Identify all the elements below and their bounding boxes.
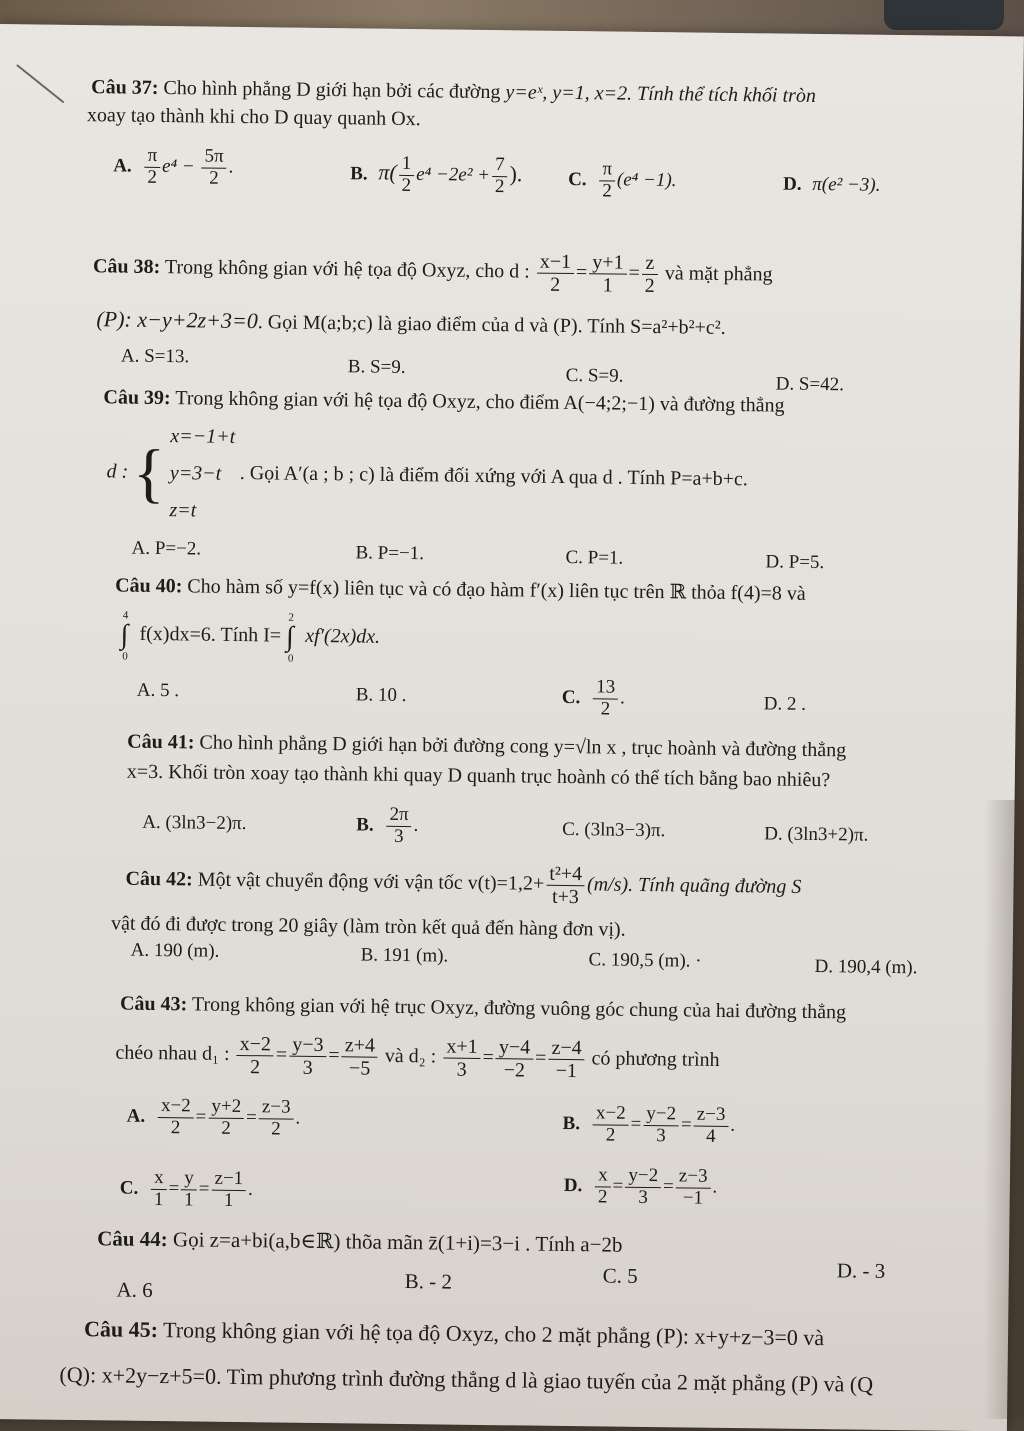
fraction: $\frac{y-2}{3}$ [643,1104,679,1147]
question-text: Gọi z=a+bi(a,b∈ℝ) thõa mãn z̄(1+i)=3−i . Tính a−2b [172,1227,623,1257]
question-text: xoay tạo thành khi cho D quay quanh Ox. [86,104,421,131]
calculator-edge [884,0,1004,30]
answer-label: B. [356,814,374,836]
math-text: . [619,687,625,709]
answer-a[interactable]: A. (3ln3−2)π. [142,811,247,835]
question-39-line2 [106,417,749,536]
question-41 [127,730,846,764]
math-text: e⁴ −2e² + [416,163,491,186]
fraction: $\frac{z+4}{-5}$ [341,1034,378,1079]
fraction: $\frac{y}{1}$ [181,1168,197,1211]
answer-b[interactable]: B. 10 . [355,684,407,707]
answer-c[interactable] [562,677,626,721]
answer-label: B. [562,1112,581,1134]
fraction: $\frac{y-2}{3}$ [625,1166,661,1209]
answer-b[interactable]: B. $\frac{x-2}{2}$ = $\frac{y-2}{3}$ = $\frac{z-3}{4}$ . [562,1102,736,1147]
question-38-line2 [96,305,726,341]
question-text: Trong không gian với hệ tọa độ Oxyz, cho 2 mặt phẳng (P): x+y+z−3=0 và [162,1317,825,1351]
question-text: có phương trình [591,1047,720,1071]
math-text: d : [106,460,129,483]
math-text: . [228,156,234,178]
equation-system [169,418,235,530]
question-text: Trong không gian với hệ trục Oxyz, đường vuông góc chung của hai đường thẳng [191,993,847,1024]
fraction: $\frac{z-4}{-1}$ [548,1037,585,1082]
answer-b[interactable] [356,804,419,848]
fraction: $\frac{z-3}{2}$ [258,1097,293,1140]
answer-d[interactable]: D. 190,4 (m). [814,956,918,979]
answer-b[interactable]: B. P=−1. [355,542,425,565]
question-label: Câu 40: [115,574,183,598]
fraction: $\frac{\text{t²+4}}{t+3}$ [546,863,585,908]
integral-icon: ∫ 4 0 [120,609,129,663]
fraction: $\frac{x}{1}$ [151,1168,167,1211]
answer-b[interactable]: B. 191 (m). [360,944,449,967]
answer-c[interactable] [568,159,677,203]
question-45-line2 [59,1361,873,1398]
question-label: Câu 37: [91,76,159,99]
answer-d[interactable]: D. - 3 [836,1258,886,1283]
answer-d[interactable]: D. 2 . [763,693,807,715]
answer-a[interactable]: A. P=−2. [131,537,202,560]
math-text: chéo nhau d₁ : [115,1041,230,1065]
answer-label: D. [563,1174,583,1196]
equation: x=−1+t [170,425,236,448]
math-text: e⁴ − [161,155,195,178]
answer-label: C. [561,686,581,708]
fraction: $\frac{13}{2}$ [593,677,619,720]
math-text: . [413,814,419,836]
math-text: (e⁴ −1). [616,169,677,192]
math-text: π( [378,159,397,185]
fraction: $\frac{z-3}{-1}$ [675,1166,710,1209]
question-44 [97,1225,623,1258]
fraction: $\frac{y-3}{3}$ [289,1034,327,1079]
equation: (P): x−y+2z+3=0 [96,306,258,334]
question-label: Câu 41: [127,730,195,754]
question-text: Trong không gian với hệ tọa độ Oxyz, cho điểm A(−4;2;−1) và đường thẳng [175,387,785,417]
answer-b[interactable]: B. S=9. [347,356,406,378]
fraction: $\frac{x}{2}$ [595,1165,611,1208]
question-label: Câu 39: [103,386,171,410]
exam-paper [0,24,1024,1431]
question-label: Câu 43: [119,992,188,1016]
fraction: $\frac{x-2}{2}$ [158,1096,194,1139]
pen-mark [16,64,64,103]
question-43 [120,992,846,1026]
question-text: (m/s). Tính quãng đường S [586,873,802,898]
integral-icon: ∫ 2 0 [285,611,295,665]
answer-label: A. [113,155,132,177]
answer-d[interactable]: D. $\frac{x}{2}$ = $\frac{y-2}{3}$ = $\frac{z-3}{-1}$ . [563,1164,718,1209]
fraction: $\frac{z-3}{4}$ [693,1105,728,1148]
question-text: . Gọi A′(a ; b ; c) là điểm đối xứng với A qua d . Tính P=a+b+c. [239,462,749,491]
math-text: π(e² −3). [812,173,881,196]
answer-b[interactable] [350,153,523,198]
fraction: $\frac{z}{2}$ [642,252,659,297]
question-label: Câu 42: [125,867,193,891]
answer-c[interactable]: C. (3ln3−3)π. [562,818,666,842]
fraction: $\frac{y+1}{1}$ [589,251,627,296]
fraction: $\frac{\pi}{2}$ [599,159,615,202]
question-text: . Gọi M(a;b;c) là giao điểm của d và (P). Tính S=a²+b²+c². [257,311,726,339]
fraction: $\frac{7}{2}$ [492,155,508,198]
fraction: $\frac{\pi}{2}$ [144,146,160,189]
question-37-line2 [87,103,421,132]
fraction: $\frac{x-1}{2}$ [536,251,574,296]
question-text: Một vật chuyển động với vận tốc v(t)=1,2+ [197,868,545,895]
question-text: (Q): x+2y−z+5=0. Tìm phương trình đường thẳng d là giao tuyến của 2 mặt phẳng (P) và (Q [59,1361,874,1397]
fraction: $\frac{5\pi}{2}$ [201,146,227,189]
fraction: $\frac{2\pi}{3}$ [386,805,412,848]
question-39 [103,385,784,418]
equation: z=t [169,499,197,522]
answer-a[interactable]: A. 190 (m). [130,939,220,962]
math-text: xf′(2x)dx. [305,624,381,648]
fraction: $\frac{x-2}{2}$ [236,1033,274,1078]
question-42-line2 [111,911,626,942]
answer-c[interactable]: C. 5 [602,1263,638,1288]
answer-label: D. [782,173,802,195]
question-41-line2 [127,760,831,794]
math-text: f(x)dx=6. Tính I= [139,622,282,647]
equation: y=3−t [169,462,222,485]
answer-c[interactable]: C. S=9. [565,364,624,387]
question-text: x=3. Khối tròn xoay tạo thành khi quay D quanh trục hoành có thể tích bằng bao nhiêu? [126,760,831,792]
page-shadow [984,800,1024,1419]
question-45 [84,1315,824,1352]
answer-label: C. [568,168,587,190]
answer-label: A. [126,1105,146,1127]
answer-a[interactable]: A. 6 [116,1277,153,1302]
question-text: Cho hình phẳng D giới hạn bởi đường cong y=√ln x , trục hoành và đường thẳng [199,731,847,762]
fraction: $\frac{1}{2}$ [398,154,414,197]
question-text: Trong không gian với hệ tọa độ Oxyz, cho d : [164,256,530,283]
question-43-line2: chéo nhau d₁ : $\frac{x-2}{2}$ = $\frac{y-3}{3}$ = $\frac{z+4}{-5}$ và d₂ : $\frac{x+1}{3}$ = $\frac{y-4}{-2}$ = $\frac{z-4}{-1}$ có phương trình [115,1033,720,1083]
question-text: Cho hàm số y=f(x) liên tục và có đạo hàm f′(x) liên tục trên ℝ thỏa f(4)=8 và [187,575,806,605]
question-38: Câu 38: Trong không gian với hệ tọa độ Oxyz, cho d : $\frac{x-1}{2}$ = $\frac{y+1}{1}$ = $\frac{z}{2}$ và mặt phẳng [92,250,773,298]
answer-c[interactable]: C. $\frac{x}{1}$ = $\frac{y}{1}$ = $\frac{z-1}{1}$ . [119,1166,253,1211]
fraction: $\frac{y+2}{2}$ [208,1097,244,1140]
equation: y=eˣ, y=1, x=2 [505,81,628,105]
answer-d[interactable]: D. S=42. [775,373,845,396]
answer-a[interactable]: A. $\frac{x-2}{2}$ = $\frac{y+2}{2}$ = $\frac{z-3}{2}$ . [126,1095,301,1140]
answer-b[interactable]: B. - 2 [404,1269,453,1294]
question-40 [115,573,806,606]
fraction: $\frac{z-1}{1}$ [211,1169,246,1212]
answer-d[interactable]: D. P=5. [765,551,825,574]
question-label: Câu 44: [97,1226,168,1252]
brace-icon: { [132,436,166,510]
question-text: . Tính thể tích khối tròn [626,82,817,107]
fraction: $\frac{x+1}{3}$ [443,1035,481,1080]
math-text: ). [509,160,523,187]
answer-a[interactable] [113,145,234,189]
answer-c[interactable]: C. P=1. [565,546,624,569]
answer-c[interactable]: C. 190,5 (m). · [588,949,702,972]
fraction: $\frac{x-2}{2}$ [593,1103,629,1146]
question-42 [125,858,801,911]
answer-d[interactable]: D. (3ln3+2)π. [764,823,869,846]
answer-d[interactable] [783,174,881,197]
question-40-line2 [120,609,381,665]
question-text: Cho hình phẳng D giới hạn bởi các đường [163,77,506,104]
question-text: và mặt phẳng [664,262,773,286]
question-text: vật đó đi được trong 20 giây (làm tròn kết quả đến hàng đơn vị). [110,912,626,941]
answer-label: C. [119,1177,139,1199]
answer-a[interactable]: A. 5 . [136,679,180,702]
math-text: và d₂ : [384,1044,437,1068]
question-label: Câu 45: [83,1316,159,1343]
fraction: $\frac{y-4}{-2}$ [496,1036,534,1081]
answer-a[interactable]: A. S=13. [120,345,190,368]
question-label: Câu 38: [92,255,161,279]
answer-label: B. [350,163,368,185]
